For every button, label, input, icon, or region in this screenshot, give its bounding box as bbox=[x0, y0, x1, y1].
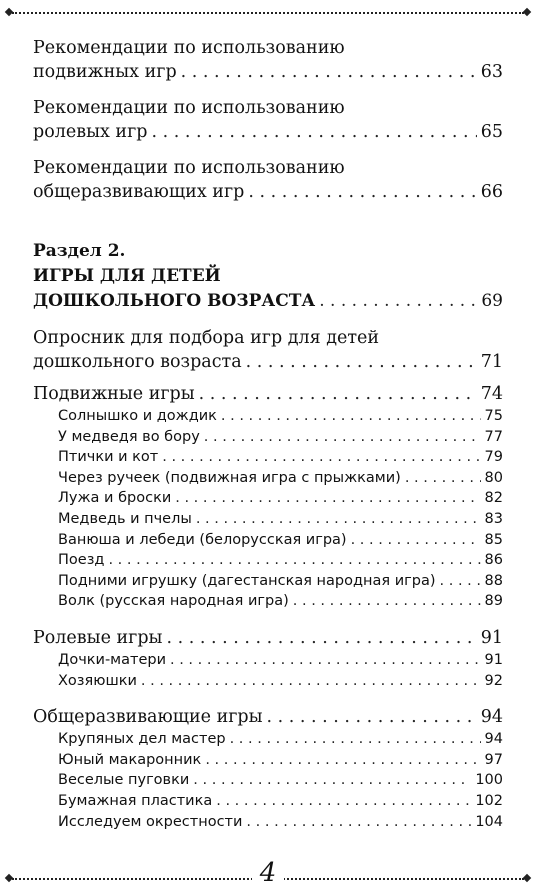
page-number-text: 4 bbox=[252, 858, 285, 888]
toc-group-label: Подвижные игры bbox=[33, 384, 195, 404]
leader-dots bbox=[175, 488, 480, 509]
toc-subentry-label: Хозяюшки bbox=[58, 672, 137, 689]
toc-subentry-label: У медведя во бору bbox=[58, 428, 200, 445]
toc-group-page: 94 bbox=[480, 707, 503, 728]
leader-dots bbox=[199, 382, 477, 406]
leader-dots bbox=[162, 447, 480, 468]
section-title-line1: ИГРЫ ДЛЯ ДЕТЕЙ bbox=[33, 266, 221, 286]
toc-subentry[interactable] bbox=[33, 530, 503, 551]
leader-dots bbox=[246, 350, 477, 374]
toc-subentry-label: Крупяных дел мастер bbox=[58, 731, 226, 748]
toc-group-label: Общеразвивающие игры bbox=[33, 707, 263, 728]
toc-subentry[interactable] bbox=[33, 812, 503, 833]
top-right-ornament bbox=[523, 8, 531, 16]
section-page: 69 bbox=[481, 291, 503, 311]
toc-entry[interactable] bbox=[33, 36, 503, 84]
section-title-line2: ДОШКОЛЬНОГО ВОЗРАСТА bbox=[33, 291, 316, 311]
toc-subentry-label: Волк (русская народная игра) bbox=[58, 593, 289, 610]
toc-entry-label: общеразвивающих игр bbox=[33, 182, 245, 202]
leader-dots bbox=[204, 427, 481, 448]
toc-subentry[interactable] bbox=[33, 750, 503, 771]
toc-subentry-page: 97 bbox=[484, 751, 503, 768]
leader-dots bbox=[319, 289, 477, 314]
toc-subentry[interactable] bbox=[33, 571, 503, 592]
toc-entry-page: 65 bbox=[480, 122, 503, 142]
leader-dots bbox=[221, 406, 481, 427]
toc-subentry-page: 100 bbox=[475, 772, 503, 789]
toc-subentry[interactable] bbox=[33, 671, 503, 692]
toc-subentry-label: Лужа и броски bbox=[58, 490, 172, 507]
toc-group-page: 74 bbox=[480, 384, 503, 404]
toc-subentry-page: 85 bbox=[484, 531, 503, 548]
leader-dots bbox=[196, 509, 481, 530]
top-left-ornament bbox=[5, 8, 13, 16]
leader-dots bbox=[170, 650, 481, 671]
leader-dots bbox=[440, 571, 481, 592]
toc-subentry-page: 102 bbox=[475, 792, 503, 809]
toc-subentry-page: 80 bbox=[484, 469, 503, 486]
toc-subentry-page: 77 bbox=[484, 428, 503, 445]
toc-group-header[interactable] bbox=[33, 705, 503, 729]
toc-entry-line1: Рекомендации по использованию bbox=[33, 38, 345, 58]
page-number bbox=[0, 860, 536, 886]
toc-subentry-label: Бумажная пластика bbox=[58, 792, 213, 809]
leader-dots bbox=[108, 550, 480, 571]
toc-entry-line1: Рекомендации по использованию bbox=[33, 158, 345, 178]
toc-subentry[interactable] bbox=[33, 427, 503, 448]
leader-dots bbox=[230, 729, 481, 750]
toc-entry-page: 63 bbox=[480, 62, 503, 82]
toc-subentry[interactable] bbox=[33, 650, 503, 671]
toc-entry-label: ролевых игр bbox=[33, 122, 148, 142]
toc-entry[interactable] bbox=[33, 156, 503, 204]
top-dotted-rule bbox=[12, 12, 524, 14]
toc-subentry-page: 94 bbox=[484, 731, 503, 748]
toc-entry-page: 71 bbox=[480, 352, 503, 372]
leader-dots bbox=[181, 60, 477, 84]
toc-subentry-label: Исследуем окрестности bbox=[58, 813, 243, 830]
toc-subentry-label: Дочки-матери bbox=[58, 651, 166, 668]
leader-dots bbox=[166, 626, 476, 650]
toc-subentry-label: Солнышко и дождик bbox=[58, 408, 217, 424]
toc-group-label: Ролевые игры bbox=[33, 627, 163, 648]
toc-group-header[interactable] bbox=[33, 382, 503, 406]
leader-dots bbox=[405, 468, 481, 489]
section-number: Раздел 2. bbox=[33, 241, 126, 261]
section-heading[interactable] bbox=[33, 239, 503, 314]
toc-subentry-label: Подними игрушку (дагестанская народная игра) bbox=[58, 572, 436, 589]
toc-subentry[interactable] bbox=[33, 550, 503, 571]
toc-subentry[interactable] bbox=[33, 729, 503, 750]
toc-subentry-page: 75 bbox=[484, 408, 503, 424]
toc-subentry[interactable] bbox=[33, 406, 503, 427]
leader-dots bbox=[151, 120, 476, 144]
toc-subentry-page: 91 bbox=[484, 651, 503, 668]
toc-subentry-label: Птички и кот bbox=[58, 449, 159, 466]
toc-group-header[interactable] bbox=[33, 626, 503, 650]
toc-subentry[interactable] bbox=[33, 791, 503, 812]
toc-subentry-page: 86 bbox=[484, 552, 503, 569]
toc-subentry-page: 104 bbox=[475, 813, 503, 830]
toc-entry[interactable] bbox=[33, 96, 503, 144]
toc-group-page: 91 bbox=[480, 627, 503, 648]
toc-subentry-label: Через ручеек (подвижная игра с прыжками) bbox=[58, 469, 401, 486]
leader-dots bbox=[216, 791, 471, 812]
toc-subentry-label: Медведь и пчелы bbox=[58, 510, 192, 527]
leader-dots bbox=[293, 591, 481, 612]
leader-dots bbox=[248, 180, 476, 204]
toc-subentry[interactable] bbox=[33, 591, 503, 612]
toc-subentry-label: Веселые пуговки bbox=[58, 772, 190, 789]
toc-subentry-page: 79 bbox=[484, 449, 503, 466]
toc-entry-page: 66 bbox=[480, 182, 503, 202]
toc-subentry-page: 88 bbox=[484, 572, 503, 589]
toc-entry-line1: Опросник для подбора игр для детей bbox=[33, 328, 380, 348]
toc-subentry[interactable] bbox=[33, 488, 503, 509]
leader-dots bbox=[193, 770, 471, 791]
leader-dots bbox=[267, 705, 477, 729]
toc-subentry-page: 82 bbox=[484, 490, 503, 507]
leader-dots bbox=[246, 812, 471, 833]
leader-dots bbox=[205, 750, 480, 771]
toc-subentry-page: 92 bbox=[484, 672, 503, 689]
toc-entry-questionnaire[interactable] bbox=[33, 326, 503, 374]
leader-dots bbox=[351, 530, 481, 551]
toc-subentry-label: Поезд bbox=[58, 552, 105, 569]
toc-subentry[interactable] bbox=[33, 468, 503, 489]
toc-subentry[interactable] bbox=[33, 509, 503, 530]
toc-subentry-page: 83 bbox=[484, 510, 503, 527]
toc-subentry-label: Юный макаронник bbox=[58, 751, 202, 768]
table-of-contents bbox=[33, 30, 503, 832]
toc-subentry-page: 89 bbox=[484, 593, 503, 610]
toc-subentry[interactable] bbox=[33, 447, 503, 468]
toc-entry-line1: Рекомендации по использованию bbox=[33, 98, 345, 118]
leader-dots bbox=[141, 671, 481, 692]
toc-entry-label: дошкольного возраста bbox=[33, 352, 242, 372]
toc-subentry[interactable] bbox=[33, 770, 503, 791]
toc-entry-label: подвижных игр bbox=[33, 62, 177, 82]
toc-subentry-label: Ванюша и лебеди (белорусская игра) bbox=[58, 531, 347, 548]
